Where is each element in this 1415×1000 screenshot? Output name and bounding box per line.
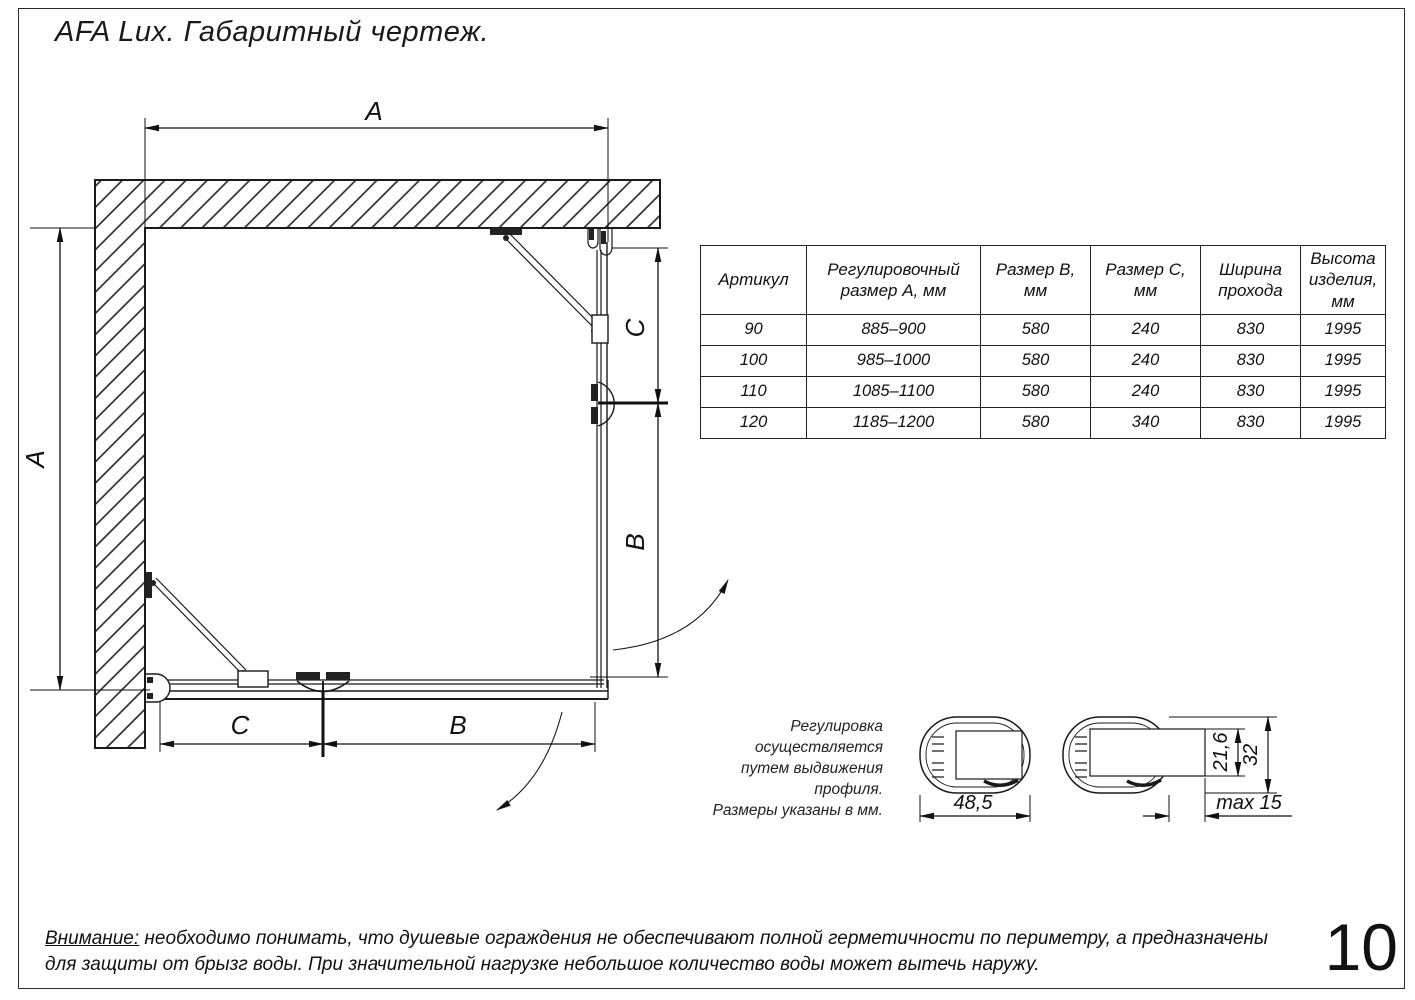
page-title: AFA Lux. Габаритный чертеж. xyxy=(55,16,490,48)
col-size-a: Регулировочный размер А, мм xyxy=(807,246,981,315)
col-article: Артикул xyxy=(701,246,807,315)
table-cell: 340 xyxy=(1091,407,1201,438)
dim-label-profile-max: max 15 xyxy=(1216,792,1282,814)
wall-section xyxy=(95,180,660,748)
table-cell: 240 xyxy=(1091,345,1201,376)
dim-label-profile-width: 48,5 xyxy=(953,792,993,814)
dim-label-c-bottom: C xyxy=(230,710,250,740)
table-cell: 985–1000 xyxy=(807,345,981,376)
warning-label: Внимание: xyxy=(45,928,140,949)
table-cell: 240 xyxy=(1091,376,1201,407)
table-cell: 100 xyxy=(701,345,807,376)
table-header-row xyxy=(701,246,1386,315)
warning-first-line xyxy=(45,926,1315,952)
support-brace-bottom xyxy=(145,572,268,687)
col-size-b: Размер В, мм xyxy=(981,246,1091,315)
page-number: 10 xyxy=(1324,910,1398,984)
spec-table xyxy=(700,245,1386,439)
dim-label-a-left: A xyxy=(20,450,50,468)
plan-view xyxy=(95,180,728,810)
support-brace-top xyxy=(490,228,608,343)
adjustment-note xyxy=(668,716,883,821)
col-pass-width: Ширина прохода xyxy=(1201,246,1301,315)
dim-label-profile-inner: 21,6 xyxy=(1210,732,1232,772)
table-cell: 830 xyxy=(1201,345,1301,376)
table-row xyxy=(701,345,1386,376)
door-handle xyxy=(296,672,350,692)
table-row xyxy=(701,407,1386,438)
table-cell: 885–900 xyxy=(807,314,981,345)
table-cell: 830 xyxy=(1201,376,1301,407)
dim-label-b-right: B xyxy=(620,533,650,551)
table-cell: 580 xyxy=(981,314,1091,345)
table-cell: 120 xyxy=(701,407,807,438)
table-cell: 580 xyxy=(981,376,1091,407)
profile-section-left xyxy=(920,717,1030,793)
table-cell: 1995 xyxy=(1301,345,1386,376)
col-height: Высота изделия, мм xyxy=(1301,246,1386,315)
note-line: путем выдвижения профиля. xyxy=(740,760,883,798)
table-cell: 1085–1100 xyxy=(807,376,981,407)
dim-label-c-right: C xyxy=(620,318,650,338)
dim-label-profile-outer: 32 xyxy=(1240,743,1262,767)
dim-label-b-bottom: B xyxy=(449,710,467,740)
front-glass-panel xyxy=(145,674,608,702)
warning-line1: необходимо понимать, что душевые ограждения не обеспечивают полной герметичности по периметру, а предназначены xyxy=(139,928,1268,949)
table-cell: 830 xyxy=(1201,314,1301,345)
side-glass-panel xyxy=(588,228,612,688)
table-cell: 580 xyxy=(981,345,1091,376)
table-cell: 580 xyxy=(981,407,1091,438)
table-row xyxy=(701,376,1386,407)
table-cell: 1995 xyxy=(1301,407,1386,438)
table-cell: 1185–1200 xyxy=(807,407,981,438)
table-cell: 1995 xyxy=(1301,376,1386,407)
dim-label-a-top: A xyxy=(365,96,383,126)
table-row xyxy=(701,314,1386,345)
table-cell: 830 xyxy=(1201,407,1301,438)
warning-line2: для защиты от брызг воды. При значительной нагрузке небольшое количество воды может вытечь наружу. xyxy=(45,954,1040,975)
warning-text xyxy=(45,926,1315,978)
note-line: Размеры указаны в мм. xyxy=(712,802,883,819)
table-cell: 110 xyxy=(701,376,807,407)
table-cell: 90 xyxy=(701,314,807,345)
table-cell: 1995 xyxy=(1301,314,1386,345)
note-line: Регулировка осуществляется xyxy=(754,718,883,756)
col-size-c: Размер С, мм xyxy=(1091,246,1201,315)
table-cell: 240 xyxy=(1091,314,1201,345)
profile-section-right xyxy=(1063,717,1205,793)
